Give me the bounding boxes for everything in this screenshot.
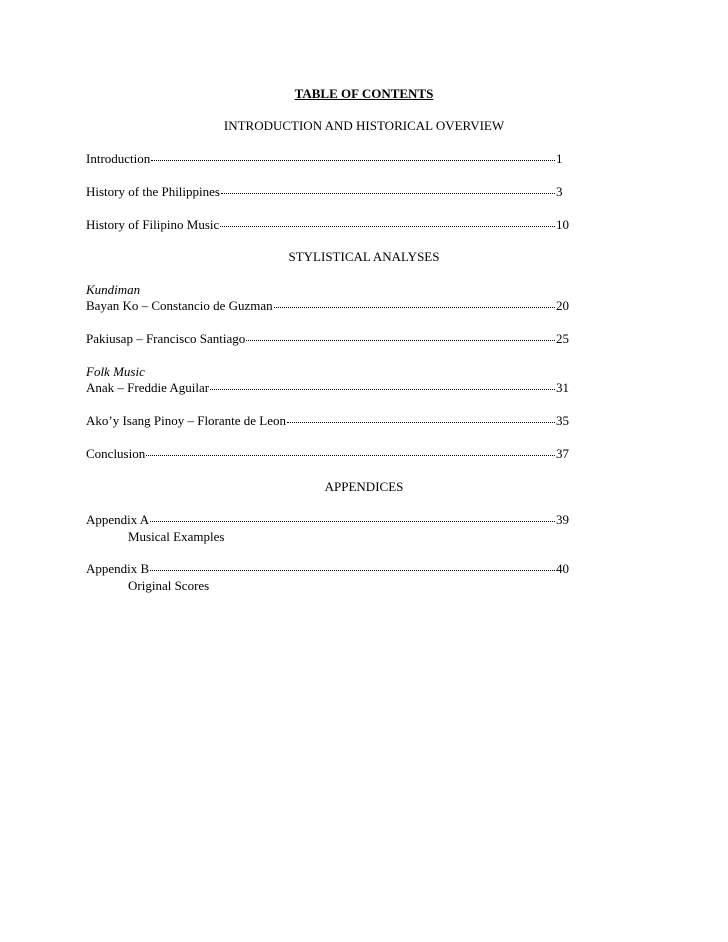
toc-entry-label: Bayan Ko – Constancio de Guzman bbox=[86, 298, 273, 313]
toc-entry-label: Pakiusap – Francisco Santiago bbox=[86, 331, 246, 346]
dot-leader bbox=[221, 193, 555, 194]
toc-entry-label: History of the Philippines bbox=[86, 184, 220, 199]
dot-leader bbox=[151, 160, 555, 161]
dot-leader bbox=[150, 521, 555, 522]
dot-leader bbox=[287, 422, 555, 423]
subheading-kundiman: Kundiman bbox=[86, 282, 141, 297]
section-heading-appendices: APPENDICES bbox=[324, 479, 404, 494]
dot-leader bbox=[274, 307, 555, 308]
toc-sub-entry: Original Scores bbox=[128, 578, 210, 593]
toc-entry[interactable] bbox=[86, 217, 572, 233]
toc-entry[interactable] bbox=[86, 561, 572, 577]
dot-leader bbox=[246, 340, 555, 341]
toc-sub-entry: Musical Examples bbox=[128, 529, 225, 544]
toc-entry[interactable] bbox=[86, 512, 572, 528]
toc-entry[interactable] bbox=[86, 151, 572, 167]
dot-leader bbox=[220, 226, 555, 227]
toc-entry[interactable] bbox=[86, 298, 572, 314]
toc-entry-label: Ako’y Isang Pinoy – Florante de Leon bbox=[86, 413, 287, 428]
toc-entry[interactable] bbox=[86, 184, 572, 200]
toc-entry-page: 20 bbox=[556, 298, 569, 313]
toc-entry[interactable] bbox=[86, 331, 572, 347]
toc-title: TABLE OF CONTENTS bbox=[294, 86, 434, 101]
subheading-folk-music: Folk Music bbox=[86, 364, 145, 379]
toc-entry[interactable] bbox=[86, 380, 572, 396]
toc-entry-label: Appendix B bbox=[86, 561, 150, 576]
toc-entry-page: 37 bbox=[556, 446, 569, 461]
toc-entry[interactable] bbox=[86, 446, 572, 462]
section-heading-introduction: INTRODUCTION AND HISTORICAL OVERVIEW bbox=[223, 118, 505, 133]
section-heading-stylistical-analyses: STYLISTICAL ANALYSES bbox=[288, 249, 440, 264]
toc-entry-page: 10 bbox=[556, 217, 569, 232]
toc-entry-page: 3 bbox=[556, 184, 563, 199]
toc-entry-label: Anak – Freddie Aguilar bbox=[86, 380, 210, 395]
dot-leader bbox=[150, 570, 555, 571]
toc-entry-label: Introduction bbox=[86, 151, 151, 166]
toc-entry-page: 1 bbox=[556, 151, 563, 166]
dot-leader bbox=[210, 389, 555, 390]
toc-entry-page: 25 bbox=[556, 331, 569, 346]
toc-entry-label: History of Filipino Music bbox=[86, 217, 220, 232]
toc-entry-label: Conclusion bbox=[86, 446, 146, 461]
toc-entry-page: 35 bbox=[556, 413, 569, 428]
dot-leader bbox=[146, 455, 555, 456]
toc-entry-label: Appendix A bbox=[86, 512, 150, 527]
toc-entry-page: 39 bbox=[556, 512, 569, 527]
toc-entry[interactable] bbox=[86, 413, 572, 429]
toc-entry-page: 31 bbox=[556, 380, 569, 395]
toc-entry-page: 40 bbox=[556, 561, 569, 576]
